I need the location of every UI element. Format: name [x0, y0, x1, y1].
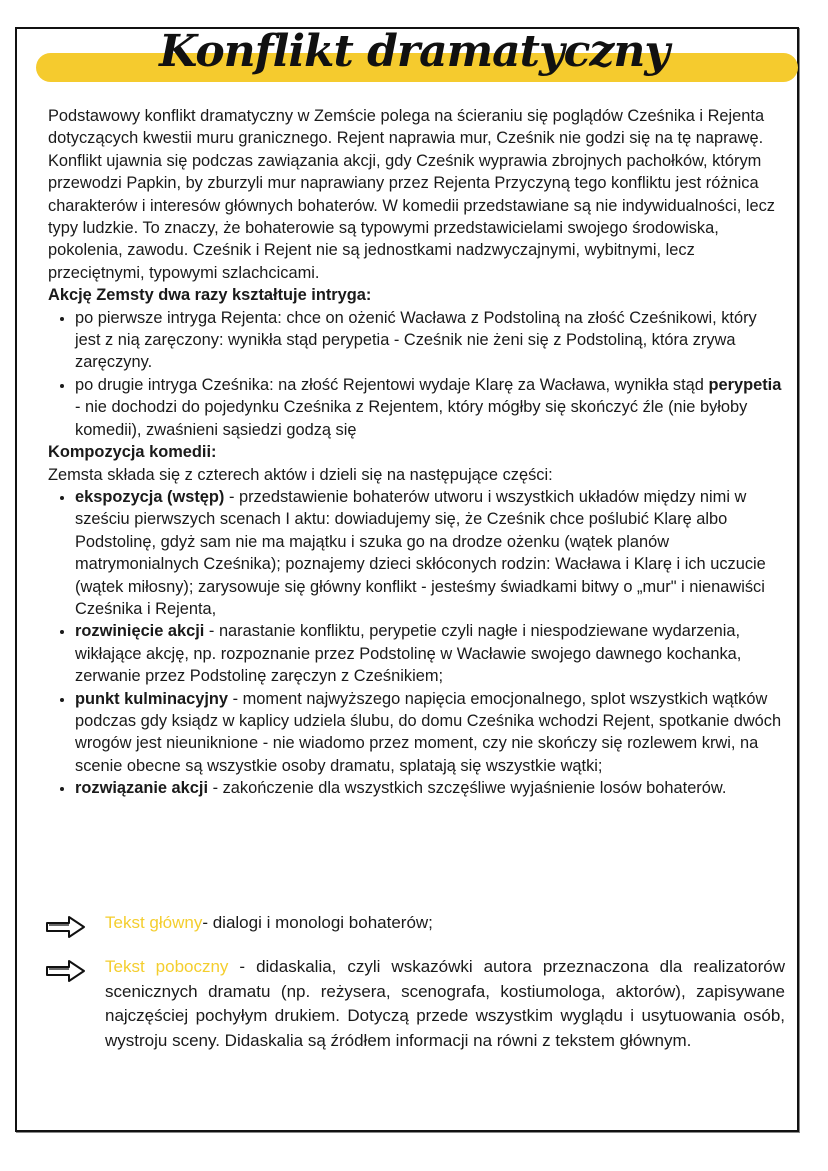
- term: punkt kulminacyjny: [75, 689, 229, 708]
- note-label: Tekst poboczny: [105, 957, 229, 976]
- term: perypetia: [708, 375, 782, 394]
- composition-heading: Kompozycja komedii:: [48, 443, 217, 462]
- term: rozwiązanie akcji: [75, 779, 209, 798]
- main-content: [48, 105, 786, 800]
- list-item: • po pierwsze intryga Rejenta: chce on ożenić Wacława z Podstoliną na złość Cześnikowi, który jest z nią zaręczony: wynikła stąd perypetia - Cześnik nie żeni się z Podstoliną, która zrywa zaręczyny.: [75, 307, 786, 374]
- composition-lead: Zemsta składa się z czterech aktów i dzieli się na następujące części:: [48, 465, 553, 484]
- composition-list: [48, 486, 786, 800]
- list-item: • punkt kulminacyjny - moment najwyższego napięcia emocjonalnego, splot wszystkich wątków podczas gdy ksiądz w kaplicy udziela ślubu, do domu Cześnika wchodzi Rejent, spotkanie dwóch wrogów jest nieuniknione - nie wiadomo przez moment, czy nie skończy się rozlewem krwi, na scenie obecne są wszystkie osoby dramatu, splatają się wszystkie wątki;: [75, 688, 786, 778]
- arrow-right-icon: [45, 958, 87, 984]
- arrow-right-icon: [45, 914, 87, 940]
- intrigue-heading: Akcję Zemsty dwa razy kształtuje intryga:: [48, 286, 372, 305]
- note-side-text: Tekst poboczny - didaskalia, czyli wskazówki autora przeznaczona dla realizatorów scenicznych dramatu (np. reżysera, scenografa, kostiumologa, aktorów), zapisywane najczęściej pochyłym drukiem. Dotyczą przede wszystkim wyglądu i usytuowania osób, wystroju sceny. Didaskalia są źródłem informacji na równi z tekstem głównym.: [45, 955, 785, 1053]
- list-item: • ekspozycja (wstęp) - przedstawienie bohaterów utworu i wszystkich układów między nimi w sześciu pierwszych scenach I aktu: dowiadujemy się, że Cześnik chce poślubić Klarę albo Podstolinę, gdyż sam nie ma majątku i szuka go na drodze ożenku (wątek planów matrymonialnych Cześnika); poznajemy dzieci skłóconych rodzin: Wacława i Klarę i ich uczucie (wątek miłosny); zarysowuje się główny konflikt - jesteśmy świadkami bitwy o „mur" i nienawiści Cześnika i Rejenta,: [75, 486, 786, 620]
- intrigue-list: [48, 307, 786, 441]
- term: rozwinięcie akcji: [75, 622, 205, 641]
- list-item: • rozwiązanie akcji - zakończenie dla wszystkich szczęśliwe wyjaśnienie losów bohaterów.: [75, 777, 786, 799]
- list-item: • rozwinięcie akcji - narastanie konfliktu, perypetie czyli nagłe i niespodziewane wydarzenia, wikłające akcję, np. rozpoznanie przez Podstolinę w Wacławie swojego dawnego kochanka, zerwanie przez Podstolinę zaręczyn z Cześnikiem;: [75, 620, 786, 687]
- term: ekspozycja (wstęp): [75, 487, 225, 506]
- intro-paragraph: Podstawowy konflikt dramatyczny w Zemście polega na ścieraniu się poglądów Cześnika i Rejenta dotyczących kwestii muru granicznego. Rejent naprawia mur, Cześnik nie godzi się na tę naprawę. Konflikt ujawnia się podczas zawiązania akcji, gdy Cześnik wyprawia zbrojnych pachołków, którym przewodzi Papkin, by zburzyli mur naprawiany przez Rejenta Przyczyną tego konfliktu jest różnica charakterów i interesów głównych bohaterów. W komedii przedstawiane są nie indywidualności, lecz typy ludzkie. To znaczy, że bohaterowie są typowymi przedstawicielami swojego środowiska, pokolenia, zawodu. Cześnik i Rejent nie są jednostkami nadzwyczajnymi, wybitnymi, lecz przeciętnymi, typowymi szlachcicami.: [48, 107, 776, 282]
- list-item: • po drugie intryga Cześnika: na złość Rejentowi wydaje Klarę za Wacława, wynikła stąd perypetia - nie dochodzi do pojedynku Cześnika z Rejentem, który mógłby się skończyć źle (nie byłoby komedii), zwaśnieni sąsiedzi godzą się: [75, 374, 786, 441]
- page-title: Konflikt dramatyczny: [159, 26, 669, 77]
- note-main-text: Tekst główny- dialogi i monologi bohaterów;: [45, 911, 785, 936]
- note-label: Tekst główny: [105, 913, 203, 932]
